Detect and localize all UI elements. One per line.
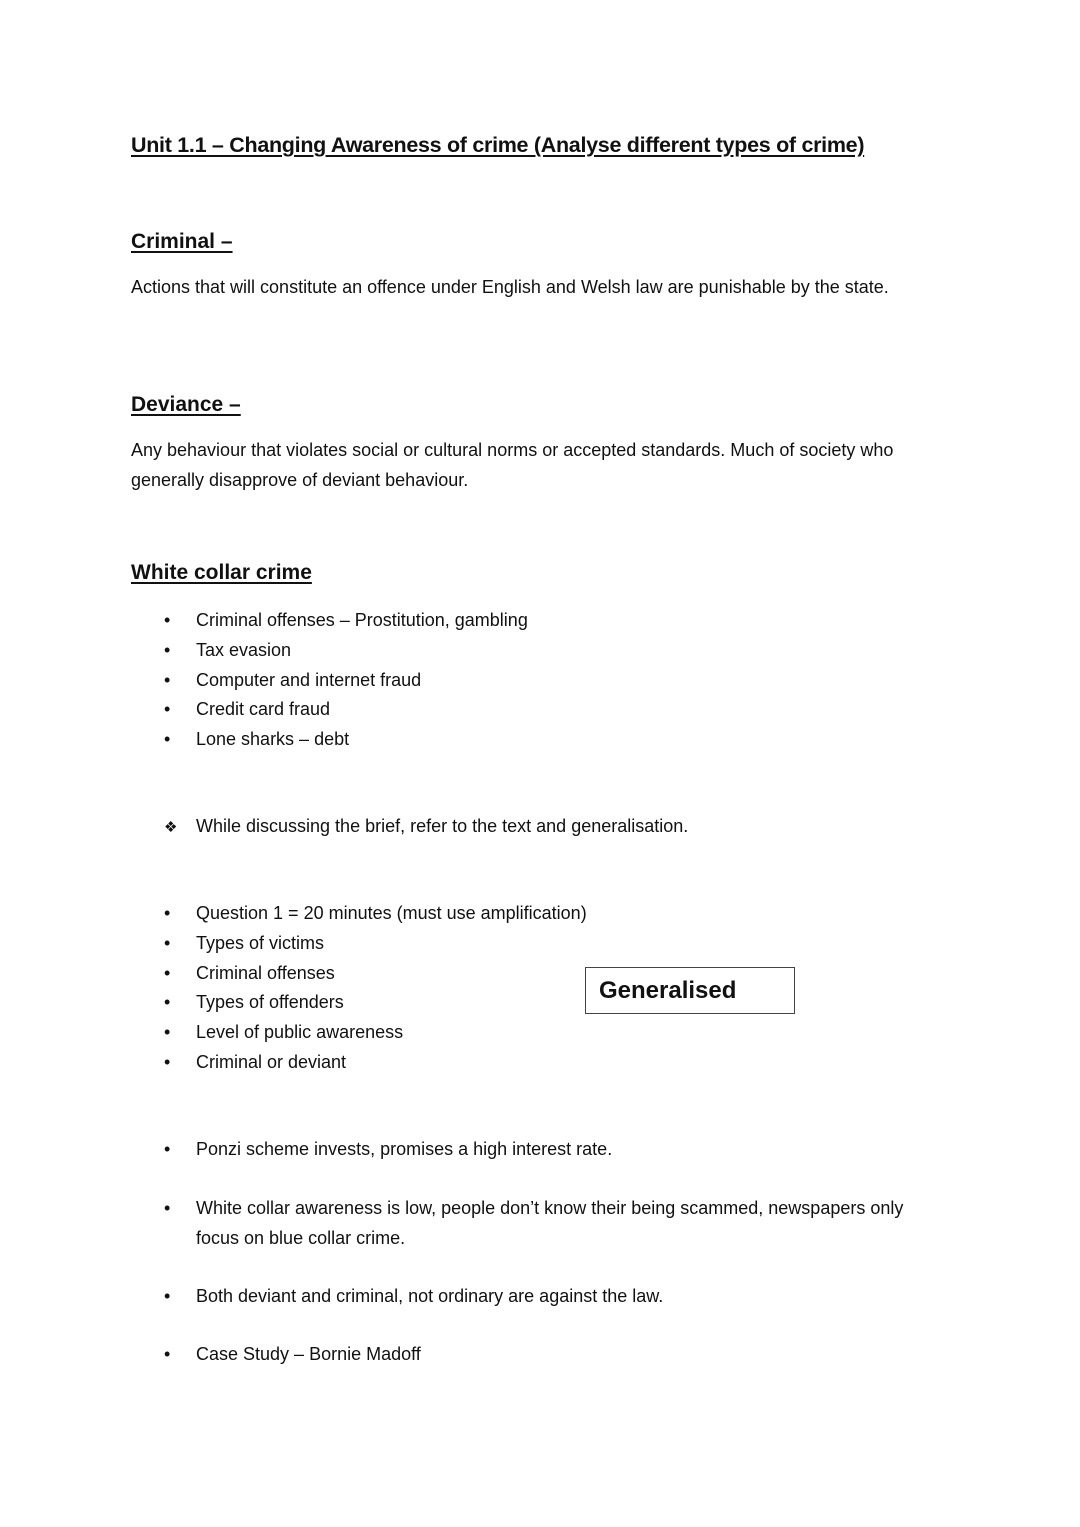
heading-white-collar-crime: White collar crime [131, 561, 312, 584]
bullet-icon: • [164, 1344, 171, 1364]
list-item: • Credit card fraud [164, 695, 528, 725]
bullet-icon: • [164, 669, 171, 690]
list-item: • Types of victims [164, 929, 587, 959]
list-item: • Level of public awareness [164, 1018, 587, 1048]
bullet-icon: • [164, 1022, 171, 1043]
bullet-icon: • [164, 729, 171, 750]
bullet-icon: • [164, 639, 171, 660]
bullet-icon: • [164, 992, 171, 1013]
note-item: ❖ While discussing the brief, refer to the text and generalisation. [164, 812, 688, 843]
bullet-icon: • [164, 903, 171, 923]
diamond-bullet-icon: ❖ [164, 819, 178, 836]
criminal-definition: Actions that will constitute an offence under English and Welsh law are punishable by the state. [131, 277, 889, 297]
bullet-icon: • [164, 1286, 171, 1306]
list-item: • Question 1 = 20 minutes (must use amplification) [164, 899, 587, 929]
list-item: • Types of offenders [164, 988, 587, 1018]
list-item: • Tax evasion [164, 636, 528, 666]
list-item: • Criminal offenses – Prostitution, gambling [164, 606, 528, 636]
bullet-icon: • [164, 1139, 171, 1159]
page-title: Unit 1.1 – Changing Awareness of crime (Analyse different types of crime) [131, 133, 865, 157]
list-item: • Lone sharks – debt [164, 725, 528, 755]
heading-criminal: Criminal – [131, 230, 233, 253]
list-item: • Criminal offenses [164, 959, 587, 989]
list-item: • Computer and internet fraud [164, 666, 528, 696]
white-collar-list [164, 606, 528, 755]
list-item: • Criminal or deviant [164, 1048, 587, 1078]
bullet-icon: • [164, 610, 171, 630]
bullet-icon: • [164, 932, 171, 953]
bullet-icon: • [164, 1198, 171, 1218]
list-item: • Ponzi scheme invests, promises a high interest rate. [164, 1135, 612, 1165]
heading-deviance: Deviance – [131, 393, 241, 416]
list-item: • Case Study – Bornie Madoff [164, 1340, 421, 1370]
bullet-icon: • [164, 699, 171, 720]
bullet-icon: • [164, 1051, 171, 1072]
list-item: • White collar awareness is low, people don’t know their being scammed, newspapers only focus on blue collar crime. [164, 1194, 944, 1254]
deviance-definition: Any behaviour that violates social or cultural norms or accepted standards. Much of society who generally disapprove of deviant behaviour. [131, 440, 894, 490]
question-list [164, 899, 587, 1078]
generalised-text-box: Generalised [585, 967, 795, 1014]
list-item: • Both deviant and criminal, not ordinary are against the law. [164, 1282, 663, 1312]
bullet-icon: • [164, 962, 171, 983]
